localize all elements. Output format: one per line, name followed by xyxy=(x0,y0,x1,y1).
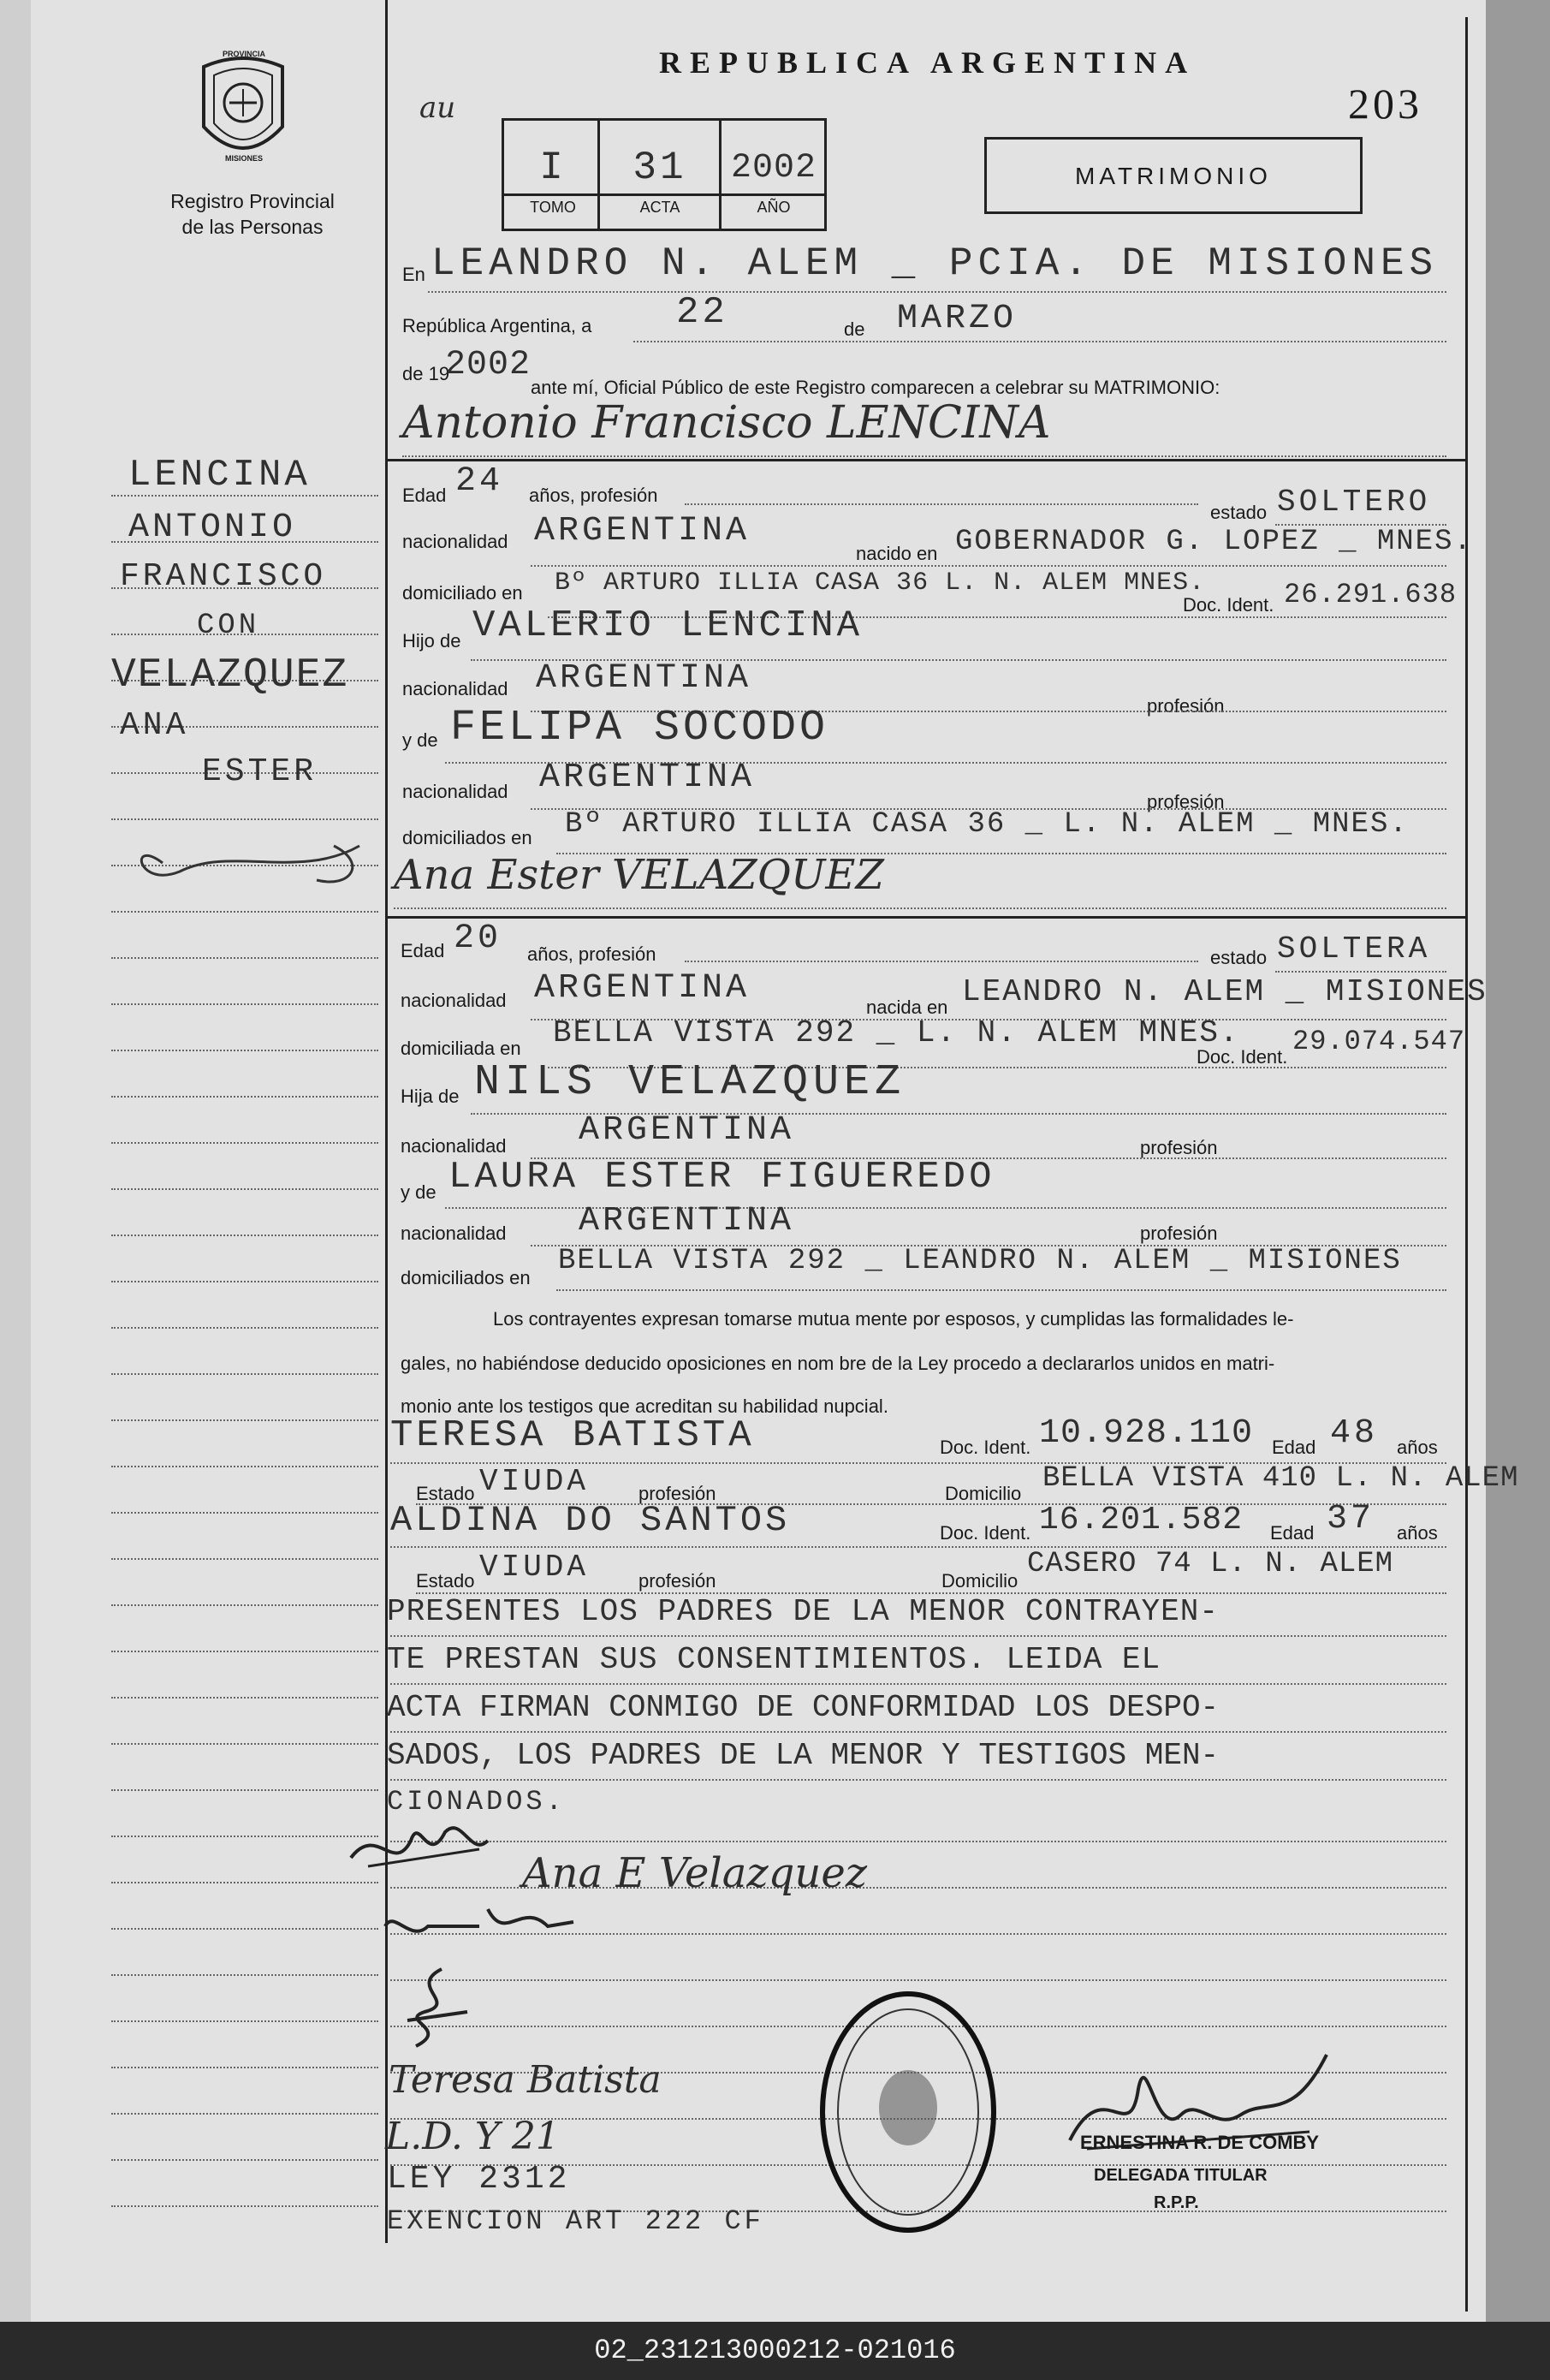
observation-line-4: SADOS, LOS PADRES DE LA MENOR Y TESTIGOS MEN- xyxy=(387,1738,1220,1773)
groom-madre-prof-label: profesión xyxy=(1147,791,1225,812)
margin-rule xyxy=(111,1974,378,1976)
declaration-line-1: Los contrayentes expresan tomarse mutua mente por esposos, y cumplidas las formalidades le- xyxy=(493,1308,1294,1330)
officer-unit: R.P.P. xyxy=(1154,2193,1199,2212)
bride-signature: Ana E Velazquez xyxy=(522,1849,868,1897)
record-type: MATRIMONIO xyxy=(1075,163,1272,189)
ldi-note: L.D. Y 21 xyxy=(385,2115,560,2158)
day-value: 22 xyxy=(676,291,728,334)
groom-padre-nac: ARGENTINA xyxy=(536,659,752,698)
groom-nacido: GOBERNADOR G. LOPEZ _ MNES. xyxy=(955,526,1473,558)
right-border-line xyxy=(1465,17,1468,2312)
witness-2-edad-label: Edad xyxy=(1270,1522,1315,1544)
groom-padres-dom-label: domiciliados en xyxy=(402,827,532,848)
bride-padre-nac: ARGENTINA xyxy=(579,1111,795,1150)
groom-domicilio: Bº ARTURO ILLIA CASA 36 L. N. ALEM MNES. xyxy=(555,568,1206,598)
margin-rule xyxy=(111,1281,378,1282)
de-label: de xyxy=(844,318,865,340)
margin-rule xyxy=(111,1604,378,1606)
groom-name: Antonio Francisco LENCINA xyxy=(402,397,1051,449)
bride-madre-nac-label: nacionalidad xyxy=(401,1223,507,1244)
declaration-line-2: gales, no habiéndose deducido oposiciones en nom bre de la Ley procedo a declararlos unidos en matri- xyxy=(401,1353,1275,1374)
en-label: En xyxy=(402,264,425,285)
witness-1-name: TERESA BATISTA xyxy=(390,1414,755,1457)
witness-1-anos-label: años xyxy=(1397,1437,1438,1458)
official-stamp-icon xyxy=(818,1988,998,2236)
seal-bottom-text: MISIONES xyxy=(224,154,263,163)
groom-dom-label: domiciliado en xyxy=(402,582,523,604)
bride-nacida: LEANDRO N. ALEM _ MISIONES xyxy=(962,974,1488,1009)
groom-nac-label: nacionalidad xyxy=(402,531,508,552)
margin-rule xyxy=(111,1327,378,1329)
witness-2-prof-label: profesión xyxy=(638,1570,716,1592)
margin-rule xyxy=(111,1558,378,1560)
margin-rule xyxy=(111,818,378,820)
margin-rule xyxy=(111,1697,378,1699)
margin-rule xyxy=(111,957,378,959)
witness-1-prof-label: profesión xyxy=(638,1483,716,1504)
place-value: LEANDRO N. ALEM _ PCIA. DE MISIONES xyxy=(431,241,1439,286)
bride-padres-domicilio: BELLA VISTA 292 _ LEANDRO N. ALEM _ MISIONES xyxy=(558,1245,1402,1277)
bride-estado-label: estado xyxy=(1210,947,1268,968)
margin-rule xyxy=(111,1512,378,1514)
groom-padre: VALERIO LENCINA xyxy=(472,604,864,647)
intro-text: ante mí, Oficial Público de este Registro comparecen a celebrar su MATRIMONIO: xyxy=(531,377,1220,398)
margin-note-4: CON xyxy=(197,610,260,642)
ano-label: AÑO xyxy=(757,199,791,216)
margin-rule xyxy=(111,1743,378,1745)
observation-rule xyxy=(390,1635,1446,1637)
observation-line-1: PRESENTES LOS PADRES DE LA MENOR CONTRAYEN- xyxy=(387,1594,1219,1629)
parent-signature-2-icon xyxy=(390,1961,484,2055)
margin-rule xyxy=(111,2113,378,2115)
margin-rule xyxy=(111,1836,378,1837)
witness-1-domicilio: BELLA VISTA 410 L. N. ALEM xyxy=(1042,1462,1519,1495)
groom-padres-domicilio: Bº ARTURO ILLIA CASA 36 _ L. N. ALEM _ MNES. xyxy=(565,808,1409,841)
officer-signature-icon xyxy=(1053,2038,1344,2175)
officer-title: DELEGADA TITULAR xyxy=(1094,2166,1268,2185)
groom-nacido-label: nacido en xyxy=(856,543,938,564)
witness-2-doc-label: Doc. Ident. xyxy=(940,1522,1031,1544)
bride-madre-nac: ARGENTINA xyxy=(579,1202,795,1241)
witness-1-edad: 48 xyxy=(1330,1414,1379,1453)
witness-2-name: ALDINA DO SANTOS xyxy=(390,1500,791,1541)
acta-value: 31 xyxy=(632,146,687,190)
closing-flourish-icon xyxy=(128,829,368,897)
page-number: 203 xyxy=(1348,80,1422,128)
observation-rule xyxy=(390,1779,1446,1781)
margin-rule xyxy=(111,1096,378,1098)
bride-name: Ana Ester VELAZQUEZ xyxy=(394,851,884,899)
groom-anos-label: años, profesión xyxy=(529,485,658,506)
groom-madre-nac: ARGENTINA xyxy=(539,759,756,797)
bride-yde-label: y de xyxy=(401,1181,436,1203)
de19-label: de 19 xyxy=(402,363,450,384)
observation-rule xyxy=(390,1731,1446,1733)
ano-value: 2002 xyxy=(730,149,817,187)
year-value: 2002 xyxy=(445,346,532,384)
groom-edad: 24 xyxy=(455,462,504,501)
groom-nacionalidad: ARGENTINA xyxy=(534,512,751,550)
witness-signature: Teresa Batista xyxy=(389,2058,662,2102)
witness-1-edad-label: Edad xyxy=(1272,1437,1316,1458)
margin-rule xyxy=(111,1466,378,1467)
margin-rule xyxy=(111,2159,378,2161)
margin-rule xyxy=(111,1419,378,1421)
groom-madre: FELIPA SOCODO xyxy=(450,704,829,753)
parent-signature-icon xyxy=(377,1892,582,1952)
margin-note-1: LENCINA xyxy=(128,454,311,497)
margin-rule xyxy=(111,1928,378,1930)
tomo-value: I xyxy=(539,146,567,190)
margin-note-7: ESTER xyxy=(202,753,318,790)
margin-rule xyxy=(111,911,378,913)
bride-domicilio: BELLA VISTA 292 _ L. N. ALEM MNES. xyxy=(553,1015,1240,1050)
observation-line-2: TE PRESTAN SUS CONSENTIMIENTOS. LEIDA EL xyxy=(387,1642,1161,1677)
bride-anos-label: años, profesión xyxy=(527,943,656,965)
margin-rule xyxy=(111,1050,378,1051)
observation-line-5: CIONADOS. xyxy=(387,1786,566,1818)
witness-2-edad: 37 xyxy=(1327,1500,1375,1538)
witness-1-estado: VIUDA xyxy=(479,1464,590,1499)
groom-signature-icon xyxy=(342,1806,496,1883)
bride-padre-prof-label: profesión xyxy=(1140,1137,1218,1158)
province-seal-icon xyxy=(195,50,291,170)
margin-rule xyxy=(111,2067,378,2068)
margin-rule xyxy=(111,1142,378,1144)
witness-2-anos-label: años xyxy=(1397,1522,1438,1544)
margin-note-3: FRANCISCO xyxy=(120,558,327,595)
margin-note-5: VELAZQUEZ xyxy=(111,652,349,699)
margin-rule xyxy=(111,1373,378,1375)
witness-2-doc: 16.201.582 xyxy=(1039,1502,1244,1538)
seal-top-text: PROVINCIA xyxy=(222,50,265,58)
groom-madre-nac-label: nacionalidad xyxy=(402,781,508,802)
bride-edad-label: Edad xyxy=(401,940,445,961)
page-edge xyxy=(1486,0,1550,2322)
body-rule xyxy=(390,1979,1446,1981)
bride-hija-label: Hija de xyxy=(401,1086,460,1107)
witness-2-estado-label: Estado xyxy=(416,1570,475,1592)
groom-padre-nac-label: nacionalidad xyxy=(402,678,508,699)
tomo-label: TOMO xyxy=(530,199,576,216)
bride-doc-label: Doc. Ident. xyxy=(1197,1046,1288,1068)
groom-hijo-label: Hijo de xyxy=(402,630,461,652)
ley-note: LEY 2312 xyxy=(387,2161,571,2198)
observation-rule xyxy=(390,1683,1446,1685)
margin-note-6: ANA xyxy=(120,707,189,744)
witness-1-estado-label: Estado xyxy=(416,1483,475,1504)
exencion-note: EXENCION ART 222 CF xyxy=(387,2205,764,2237)
observation-line-3: ACTA FIRMAN CONMIGO DE CONFORMIDAD LOS DESPO- xyxy=(387,1690,1220,1725)
groom-doc-label: Doc. Ident. xyxy=(1183,594,1274,616)
margin-note-2: ANTONIO xyxy=(128,509,297,547)
bride-nacida-label: nacida en xyxy=(866,997,948,1018)
declaration-line-3: monio ante los testigos que acreditan su habilidad nupcial. xyxy=(401,1395,888,1417)
margin-rule xyxy=(111,1003,378,1005)
groom-doc: 26.291.638 xyxy=(1284,579,1458,610)
groom-yde-label: y de xyxy=(402,729,438,751)
bride-nacionalidad: ARGENTINA xyxy=(534,969,751,1008)
bride-madre: LAURA ESTER FIGUEREDO xyxy=(448,1156,995,1199)
corner-note: au xyxy=(419,91,456,125)
month-value: MARZO xyxy=(897,300,1018,338)
witness-1-doc-label: Doc. Ident. xyxy=(940,1437,1031,1458)
bride-dom-label: domiciliada en xyxy=(401,1038,521,1059)
margin-rule xyxy=(111,1188,378,1190)
bride-padres-dom-label: domiciliados en xyxy=(401,1267,531,1288)
bride-madre-prof-label: profesión xyxy=(1140,1223,1218,1244)
margin-rule xyxy=(111,1789,378,1791)
groom-edad-label: Edad xyxy=(402,485,447,506)
witness-2-dom-label: Domicilio xyxy=(941,1570,1018,1592)
bride-estado: SOLTERA xyxy=(1277,931,1431,967)
margin-rule xyxy=(111,2020,378,2022)
republic-label: República Argentina, a xyxy=(402,315,592,336)
officer-name: ERNESTINA R. DE COMBY xyxy=(1080,2132,1320,2153)
acta-label: ACTA xyxy=(639,199,680,216)
margin-rule xyxy=(111,1235,378,1236)
registry-name: Registro Provincial xyxy=(170,190,335,212)
bride-nac-label: nacionalidad xyxy=(401,990,507,1011)
groom-padre-prof-label: profesión xyxy=(1147,695,1225,717)
groom-estado-label: estado xyxy=(1210,502,1268,523)
margin-rule xyxy=(111,2205,378,2207)
witness-1-doc: 10.928.110 xyxy=(1039,1414,1254,1453)
scan-id-footer: 02_231213000212-021016 xyxy=(0,2322,1550,2380)
witness-2-estado: VIUDA xyxy=(479,1550,590,1585)
groom-estado: SOLTERO xyxy=(1277,485,1431,520)
bride-doc: 29.074.547 xyxy=(1292,1026,1466,1057)
body-rule xyxy=(390,1841,1446,1842)
margin-rule xyxy=(111,1651,378,1652)
witness-2-domicilio: CASERO 74 L. N. ALEM xyxy=(1027,1548,1394,1580)
margin-rule xyxy=(111,1882,378,1883)
bride-padre: NILS VELAZQUEZ xyxy=(474,1058,906,1107)
registry-subname: de las Personas xyxy=(181,216,324,238)
bride-padre-nac-label: nacionalidad xyxy=(401,1135,507,1157)
republic-heading: REPUBLICA ARGENTINA xyxy=(659,45,1197,80)
bride-edad: 20 xyxy=(454,919,502,958)
binding-margin xyxy=(0,0,33,2322)
witness-1-dom-label: Domicilio xyxy=(945,1483,1022,1504)
